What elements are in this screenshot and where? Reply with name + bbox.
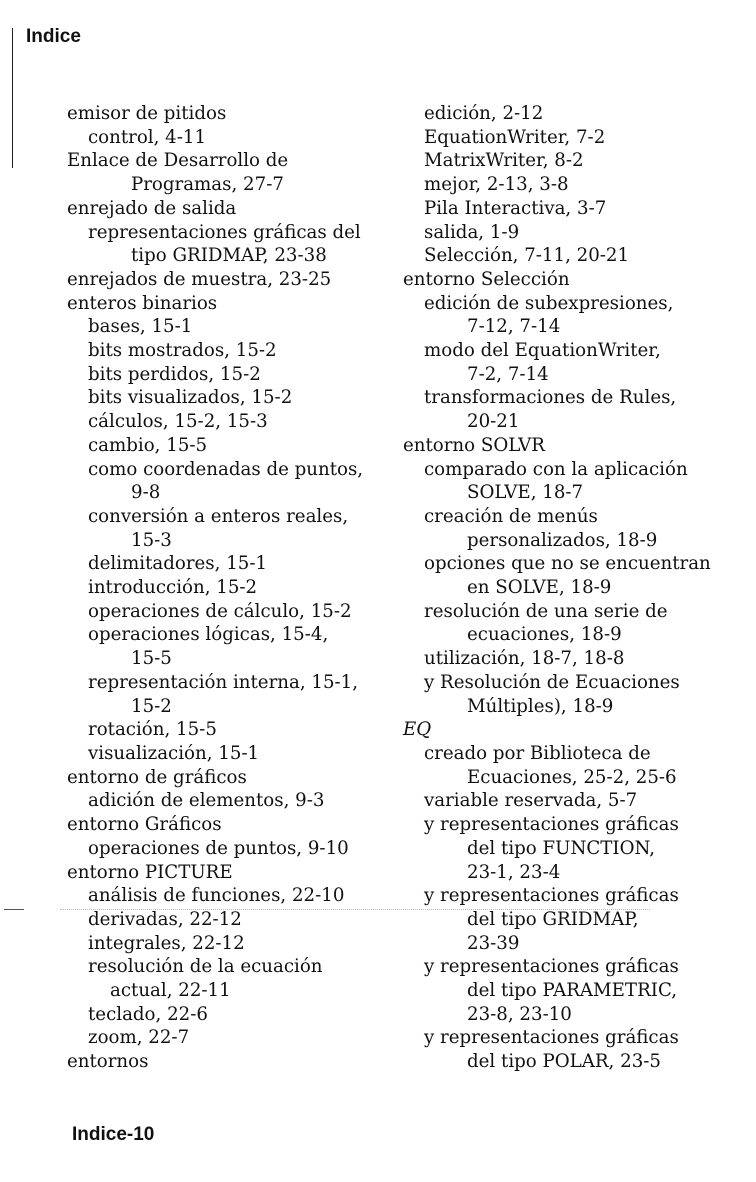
index-subentry: y representaciones gráficas (424, 956, 679, 978)
index-subentry: visualización, 15-1 (88, 742, 260, 764)
index-subentry: 20-21 (467, 411, 520, 433)
index-subentry: edición de subexpresiones, (424, 292, 674, 314)
index-subentry: 15-5 (131, 648, 172, 670)
index-column-left (67, 102, 367, 1074)
index-subentry: cambio, 15-5 (88, 434, 208, 456)
index-entry: entorno SOLVR (403, 434, 545, 456)
index-subentry: salida, 1-9 (424, 221, 520, 243)
index-subentry: Selección, 7-11, 20-21 (424, 245, 630, 267)
index-subentry: comparado con la aplicación (424, 458, 688, 480)
index-subentry: mejor, 2-13, 3-8 (424, 174, 569, 196)
index-subentry: control, 4-11 (88, 126, 207, 148)
margin-rule (12, 28, 13, 168)
margin-mark (4, 909, 24, 910)
index-subentry: EquationWriter, 7-2 (424, 126, 606, 148)
index-entry: enteros binarios (67, 292, 218, 314)
index-subentry: del tipo GRIDMAP, (467, 908, 639, 930)
index-subentry: 9-8 (131, 482, 161, 504)
index-subentry: operaciones de cálculo, 15-2 (88, 600, 352, 622)
index-subentry: 7-2, 7-14 (467, 363, 549, 385)
index-subentry: y Resolución de Ecuaciones (424, 671, 680, 693)
index-subentry: bits mostrados, 15-2 (88, 340, 277, 362)
index-subentry: utilización, 18-7, 18-8 (424, 648, 625, 670)
index-subentry: representación interna, 15-1, (88, 671, 359, 693)
index-subentry: modo del EquationWriter, (424, 340, 661, 362)
index-subentry: derivadas, 22-12 (88, 908, 242, 930)
index-subentry: integrales, 22-12 (88, 932, 245, 954)
index-subentry: transformaciones de Rules, (424, 387, 677, 409)
index-entry: EQ (403, 719, 432, 741)
index-subentry: opciones que no se encuentran (424, 553, 711, 575)
index-subentry: análisis de funciones, 22-10 (88, 885, 345, 907)
index-subentry: cálculos, 15-2, 15-3 (88, 411, 268, 433)
index-subentry: 23-8, 23-10 (467, 1003, 572, 1025)
index-subentry: bits visualizados, 15-2 (88, 387, 293, 409)
index-subentry: zoom, 22-7 (88, 1027, 190, 1049)
index-subentry: creación de menús (424, 505, 598, 527)
index-subentry: 15-2 (131, 695, 172, 717)
index-subentry: como coordenadas de puntos, (88, 458, 364, 480)
index-subentry: creado por Biblioteca de (424, 742, 651, 764)
index-subentry: bases, 15-1 (88, 316, 193, 338)
index-entry: entornos (67, 1051, 149, 1073)
index-entry: enrejado de salida (67, 197, 237, 219)
index-subentry: Múltiples), 18-9 (467, 695, 614, 717)
index-subentry: en SOLVE, 18-9 (467, 577, 612, 599)
index-entry: entorno Gráficos (67, 814, 222, 836)
index-subentry: y representaciones gráficas (424, 885, 679, 907)
index-subentry: introducción, 15-2 (88, 577, 258, 599)
running-header: Indice (26, 26, 81, 47)
index-subentry: y representaciones gráficas (424, 814, 679, 836)
index-subentry: SOLVE, 18-7 (467, 482, 584, 504)
fold-line (60, 909, 650, 910)
index-entry: entorno PICTURE (67, 861, 233, 883)
index-subentry: edición, 2-12 (424, 103, 544, 124)
index-subentry: conversión a enteros reales, (88, 505, 349, 527)
index-subentry: 23-1, 23-4 (467, 861, 561, 883)
index-column-right (403, 102, 733, 1074)
index-subentry: actual, 22-11 (110, 980, 231, 1002)
page-number: Indice-10 (72, 1124, 155, 1145)
index-entry: emisor de pitidos (67, 103, 227, 124)
index-subentry: del tipo POLAR, 23-5 (467, 1051, 661, 1073)
index-subentry: resolución de la ecuación (88, 956, 323, 978)
index-subentry: 23-39 (467, 932, 520, 954)
index-entry: entorno de gráficos (67, 766, 247, 788)
index-subentry: del tipo PARAMETRIC, (467, 980, 677, 1002)
index-subentry: rotación, 15-5 (88, 719, 217, 741)
index-subentry: 15-3 (131, 529, 172, 551)
index-entry: entorno Selección (403, 268, 570, 290)
index-subentry: personalizados, 18-9 (467, 529, 658, 551)
index-subentry: variable reservada, 5-7 (424, 790, 638, 812)
index-subentry: del tipo FUNCTION, (467, 837, 656, 859)
index-subentry: 7-12, 7-14 (467, 316, 561, 338)
index-subentry: MatrixWriter, 8-2 (424, 150, 584, 172)
index-subentry: Ecuaciones, 25-2, 25-6 (467, 766, 677, 788)
index-subentry: y representaciones gráficas (424, 1027, 679, 1049)
index-subentry: operaciones de puntos, 9-10 (88, 837, 349, 859)
index-subentry: teclado, 22-6 (88, 1003, 208, 1025)
index-subentry: tipo GRIDMAP, 23-38 (131, 245, 327, 267)
index-subentry: ecuaciones, 18-9 (467, 624, 622, 646)
index-entry: Enlace de Desarrollo de (67, 150, 289, 172)
index-subentry: bits perdidos, 15-2 (88, 363, 261, 385)
index-subentry: Pila Interactiva, 3-7 (424, 197, 607, 219)
index-subentry: resolución de una serie de (424, 600, 668, 622)
index-subentry: operaciones lógicas, 15-4, (88, 624, 329, 646)
index-subentry: delimitadores, 15-1 (88, 553, 268, 575)
index-subentry: representaciones gráficas del (88, 221, 361, 243)
index-entry: enrejados de muestra, 23-25 (67, 268, 332, 290)
index-subentry: Programas, 27-7 (131, 174, 284, 196)
index-subentry: adición de elementos, 9-3 (88, 790, 325, 812)
